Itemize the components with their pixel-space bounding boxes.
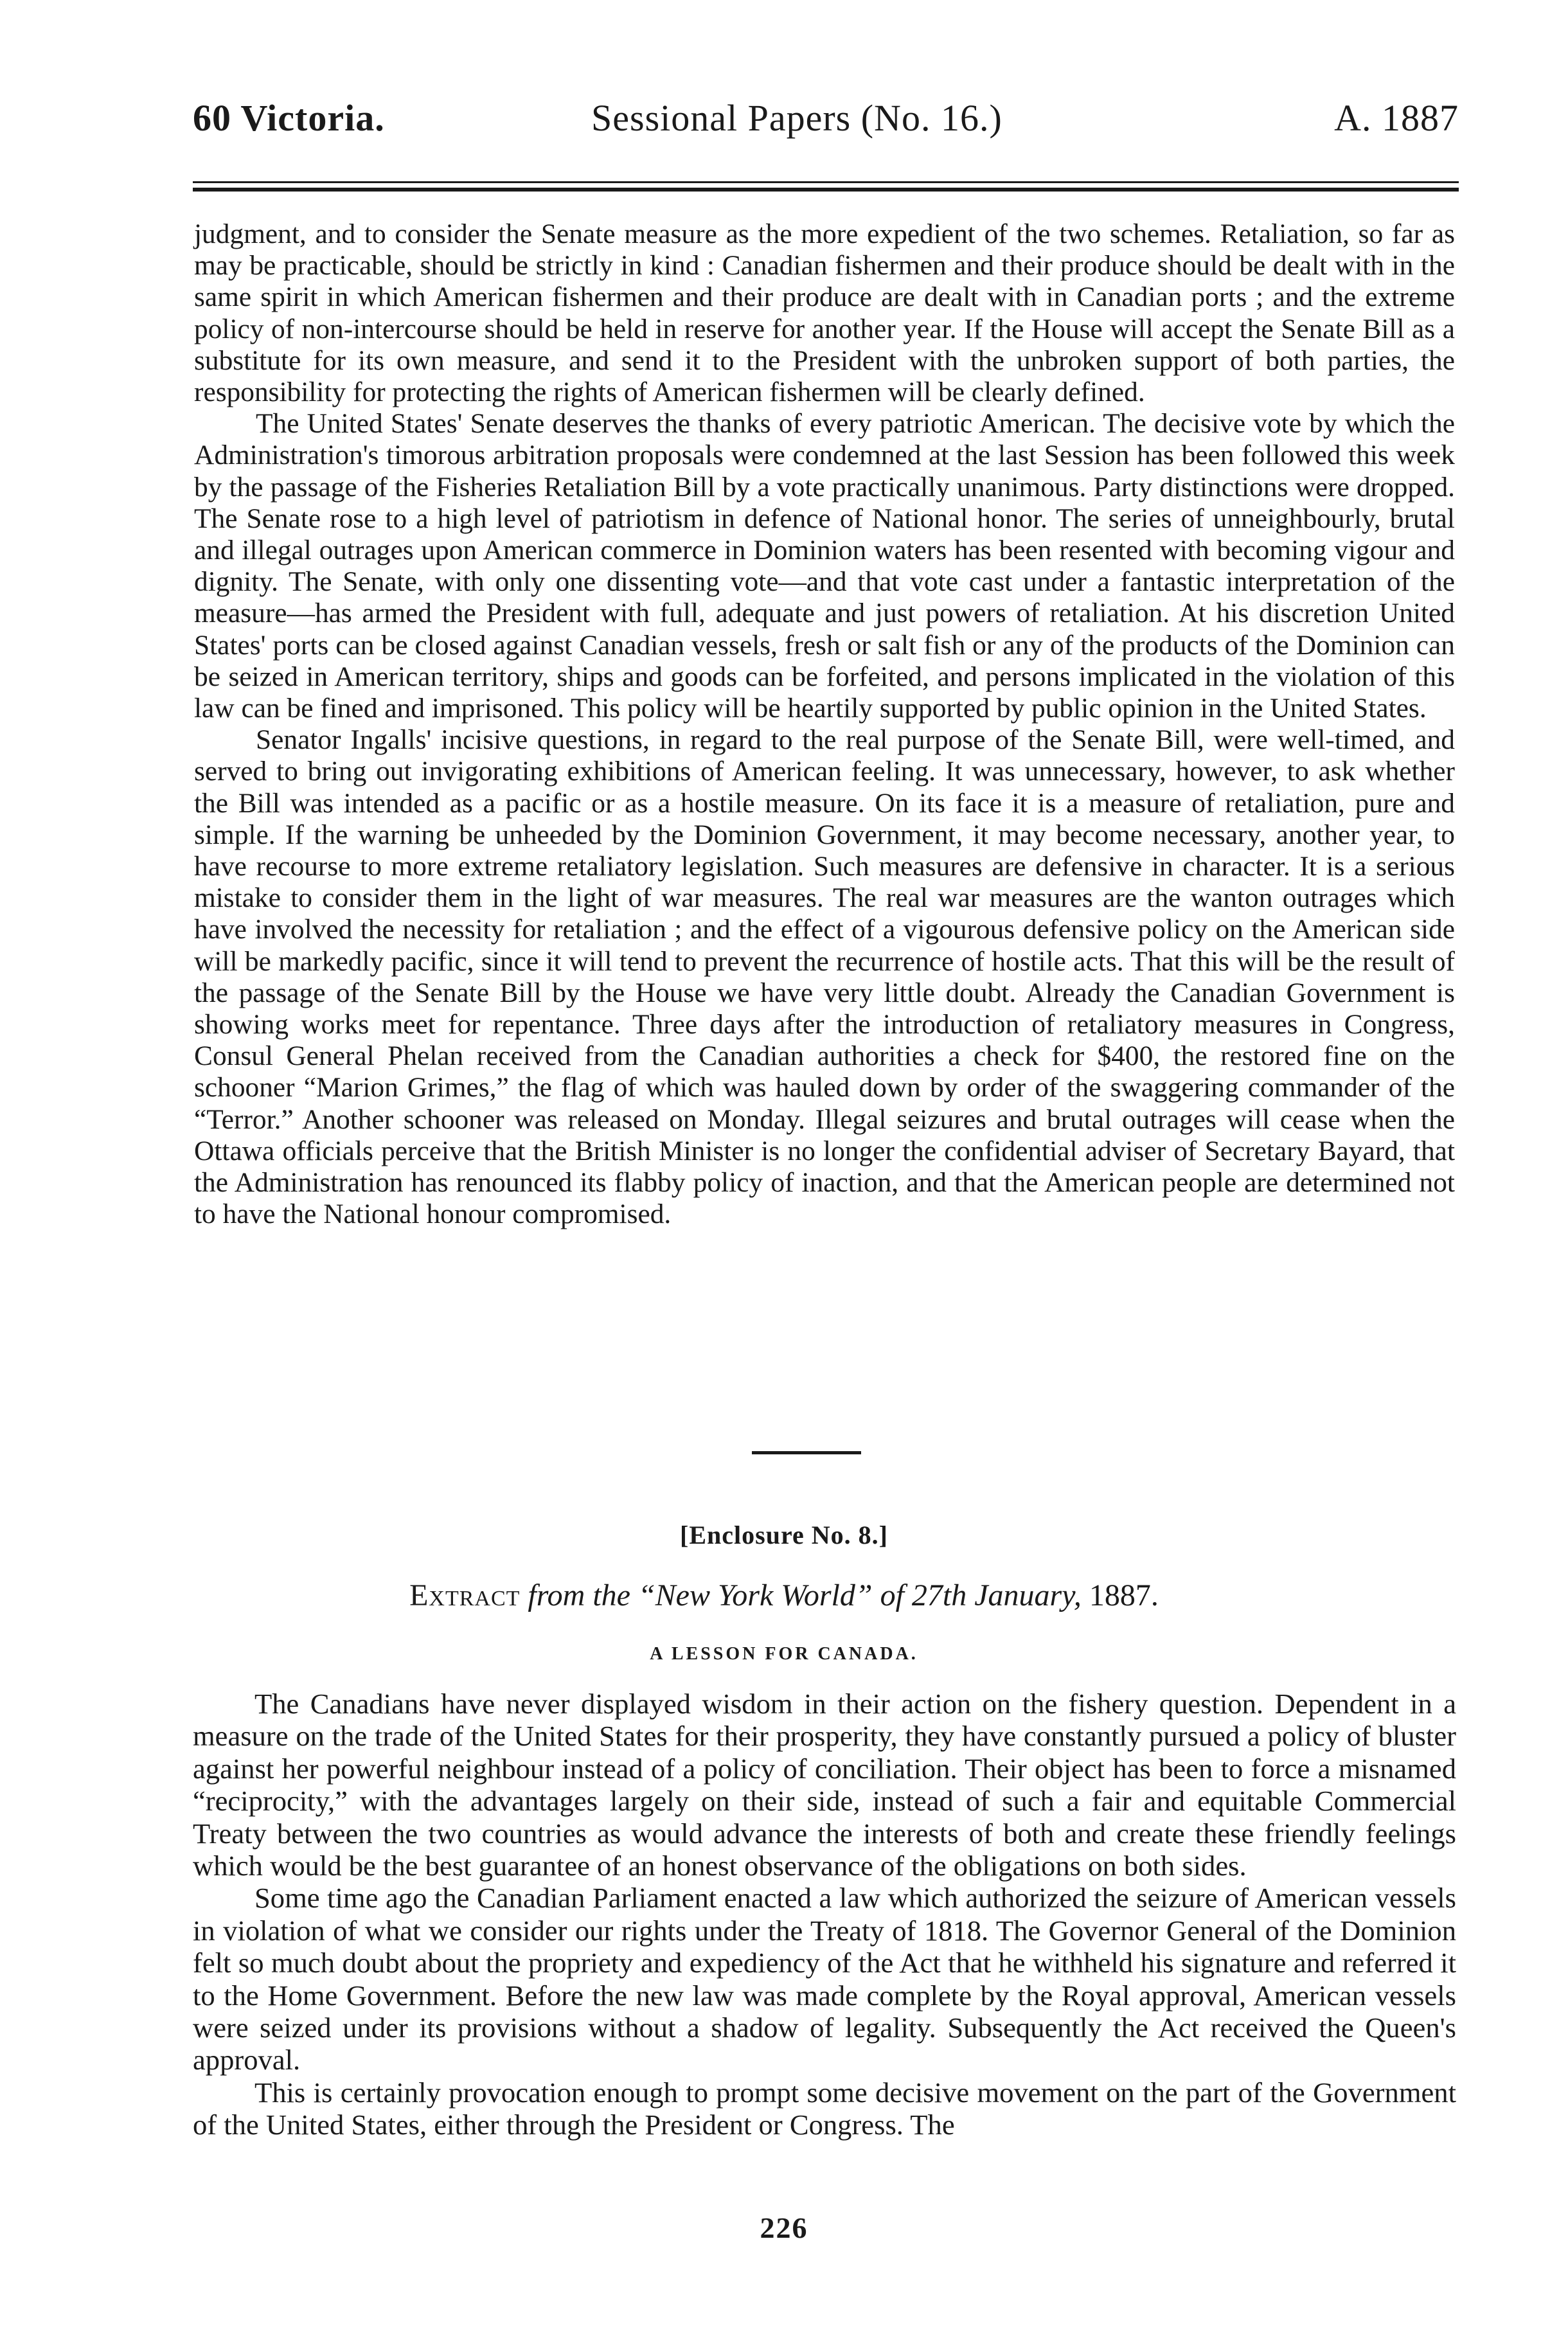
article-two-paragraph: Some time ago the Canadian Parliament enacted a law which authorized the seizure of American vessels in violation of what we consider our rights under the Treaty of 1818. The Governor General of the Dominion felt so much doubt about the propriety and expediency of the Act that he withheld his signature and referred it to the Home Government. Before the new law was made complete by the Royal approval, American vessels were seized under its provisions without a shadow of legality. Subsequently the Act received the Queen's approval. <box>193 1882 1456 2076</box>
section-separator-rule <box>752 1451 861 1454</box>
header-session: 60 Victoria. <box>193 97 385 139</box>
header-rule-thin <box>193 181 1459 183</box>
extract-title <box>0 1578 1568 1613</box>
article-one-paragraph: The United States' Senate deserves the thanks of every patriotic American. The decisive vote by which the Administration's timorous arbitration proposals were condemned at the last Session has been followed this week by the passage of the Fisheries Retaliation Bill by a vote practically unanimous. Party distinctions were dropped. The Senate rose to a high level of patriotism in defence of National honor. The series of unneighbourly, brutal and illegal outrages upon American commerce in Dominion waters has been resented with becoming vigour and dignity. The Senate, with only one dissenting vote—and that vote cast under a fantastic interpretation of the measure—has armed the President with full, adequate and just powers of retaliation. At his discretion United States' ports can be closed against Canadian vessels, fresh or salt fish or any of the products of the Dominion can be seized in American territory, ships and goods can be forfeited, and persons implicated in the violation of this law can be fined and imprisoned. This policy will be heartily supported by public opinion in the United States. <box>194 408 1455 724</box>
article-one-paragraph: Senator Ingalls' incisive questions, in regard to the real purpose of the Senate Bill, were well-timed, and served to bring out invigorating exhibitions of American feeling. It was unnecessary, however, to ask whether the Bill was intended as a pacific or as a hostile measure. On its face it is a measure of retaliation, pure and simple. If the warning be unheeded by the Dominion Government, it may become necessary, another year, to have recourse to more extreme retaliatory legislation. Such measures are defensive in character. It is a serious mistake to consider them in the light of war measures. The real war measures are the wanton outrages which have involved the necessity for retaliation ; and the effect of a vigourous defensive policy on the American side will be markedly pacific, since it will tend to prevent the recurrence of hostile acts. That this will be the result of the passage of the Senate Bill by the House we have very little doubt. Already the Canadian Government is showing works meet for repentance. Three days after the introduction of retaliatory measures in Congress, Consul General Phelan received from the Canadian authorities a check for $400, the restored fine on the schooner “Marion Grimes,” the flag of which was hauled down by order of the swaggering commander of the “Terror.” Another schooner was released on Monday. Illegal seizures and brutal outrages will cease when the Ottawa officials perceive that the British Minister is no longer the confidential adviser of Secretary Bayard, that the Administration has renounced its flabby policy of inaction, and that the American people are determined not to have the National honour compromised. <box>194 724 1455 1230</box>
article-one-paragraph: judgment, and to consider the Senate measure as the more expedient of the two schemes. Retaliation, so far as may be practicable, should be strictly in kind : Canadian fishermen and their produce should be dealt with in the same spirit in which American fishermen and their produce are dealt with in Canadian ports ; and the extreme policy of non-intercourse should be held in reserve for another year. If the House will accept the Senate Bill as a substitute for its own measure, and send it to the President with the unbroken support of both parties, the responsibility for protecting the rights of American fishermen will be clearly defined. <box>194 219 1455 408</box>
article-two-paragraph: The Canadians have never displayed wisdom in their action on the fishery question. Dependent in a measure on the trade of the United States for their prosperity, they have constantly pursued a policy of bluster against her powerful neighbour instead of a policy of conciliation. Their object has been to force a misnamed “reciprocity,” with the advantages largely on their side, instead of such a fair and equitable Commercial Treaty between the two countries as would advance the interests of both and create these friendly feelings which would be the best guarantee of an honest observance of the obligations on both sides. <box>193 1688 1456 1882</box>
article-two-paragraph: This is certainly provocation enough to prompt some decisive movement on the part of the Government of the United States, either through the President or Congress. The <box>193 2076 1456 2141</box>
article-two-body <box>193 1688 1456 2141</box>
extract-from: from the <box>528 1578 630 1612</box>
extract-year: 1887. <box>1089 1578 1159 1612</box>
running-header <box>193 96 1459 148</box>
extract-prefix: Extract <box>409 1578 521 1612</box>
header-title: Sessional Papers (No. 16.) <box>591 97 1002 139</box>
article-two-heading: A LESSON FOR CANADA. <box>650 1644 918 1664</box>
extract-source: “New York World” <box>637 1578 873 1612</box>
header-rule-thick <box>193 188 1459 192</box>
extract-of: of <box>880 1578 904 1612</box>
page-number: 226 <box>760 2211 808 2244</box>
enclosure-label: [Enclosure No. 8.] <box>680 1521 888 1549</box>
extract-date: 27th January, <box>911 1578 1082 1612</box>
article-one-body <box>194 219 1455 1231</box>
header-year: A. 1887 <box>1334 97 1459 139</box>
